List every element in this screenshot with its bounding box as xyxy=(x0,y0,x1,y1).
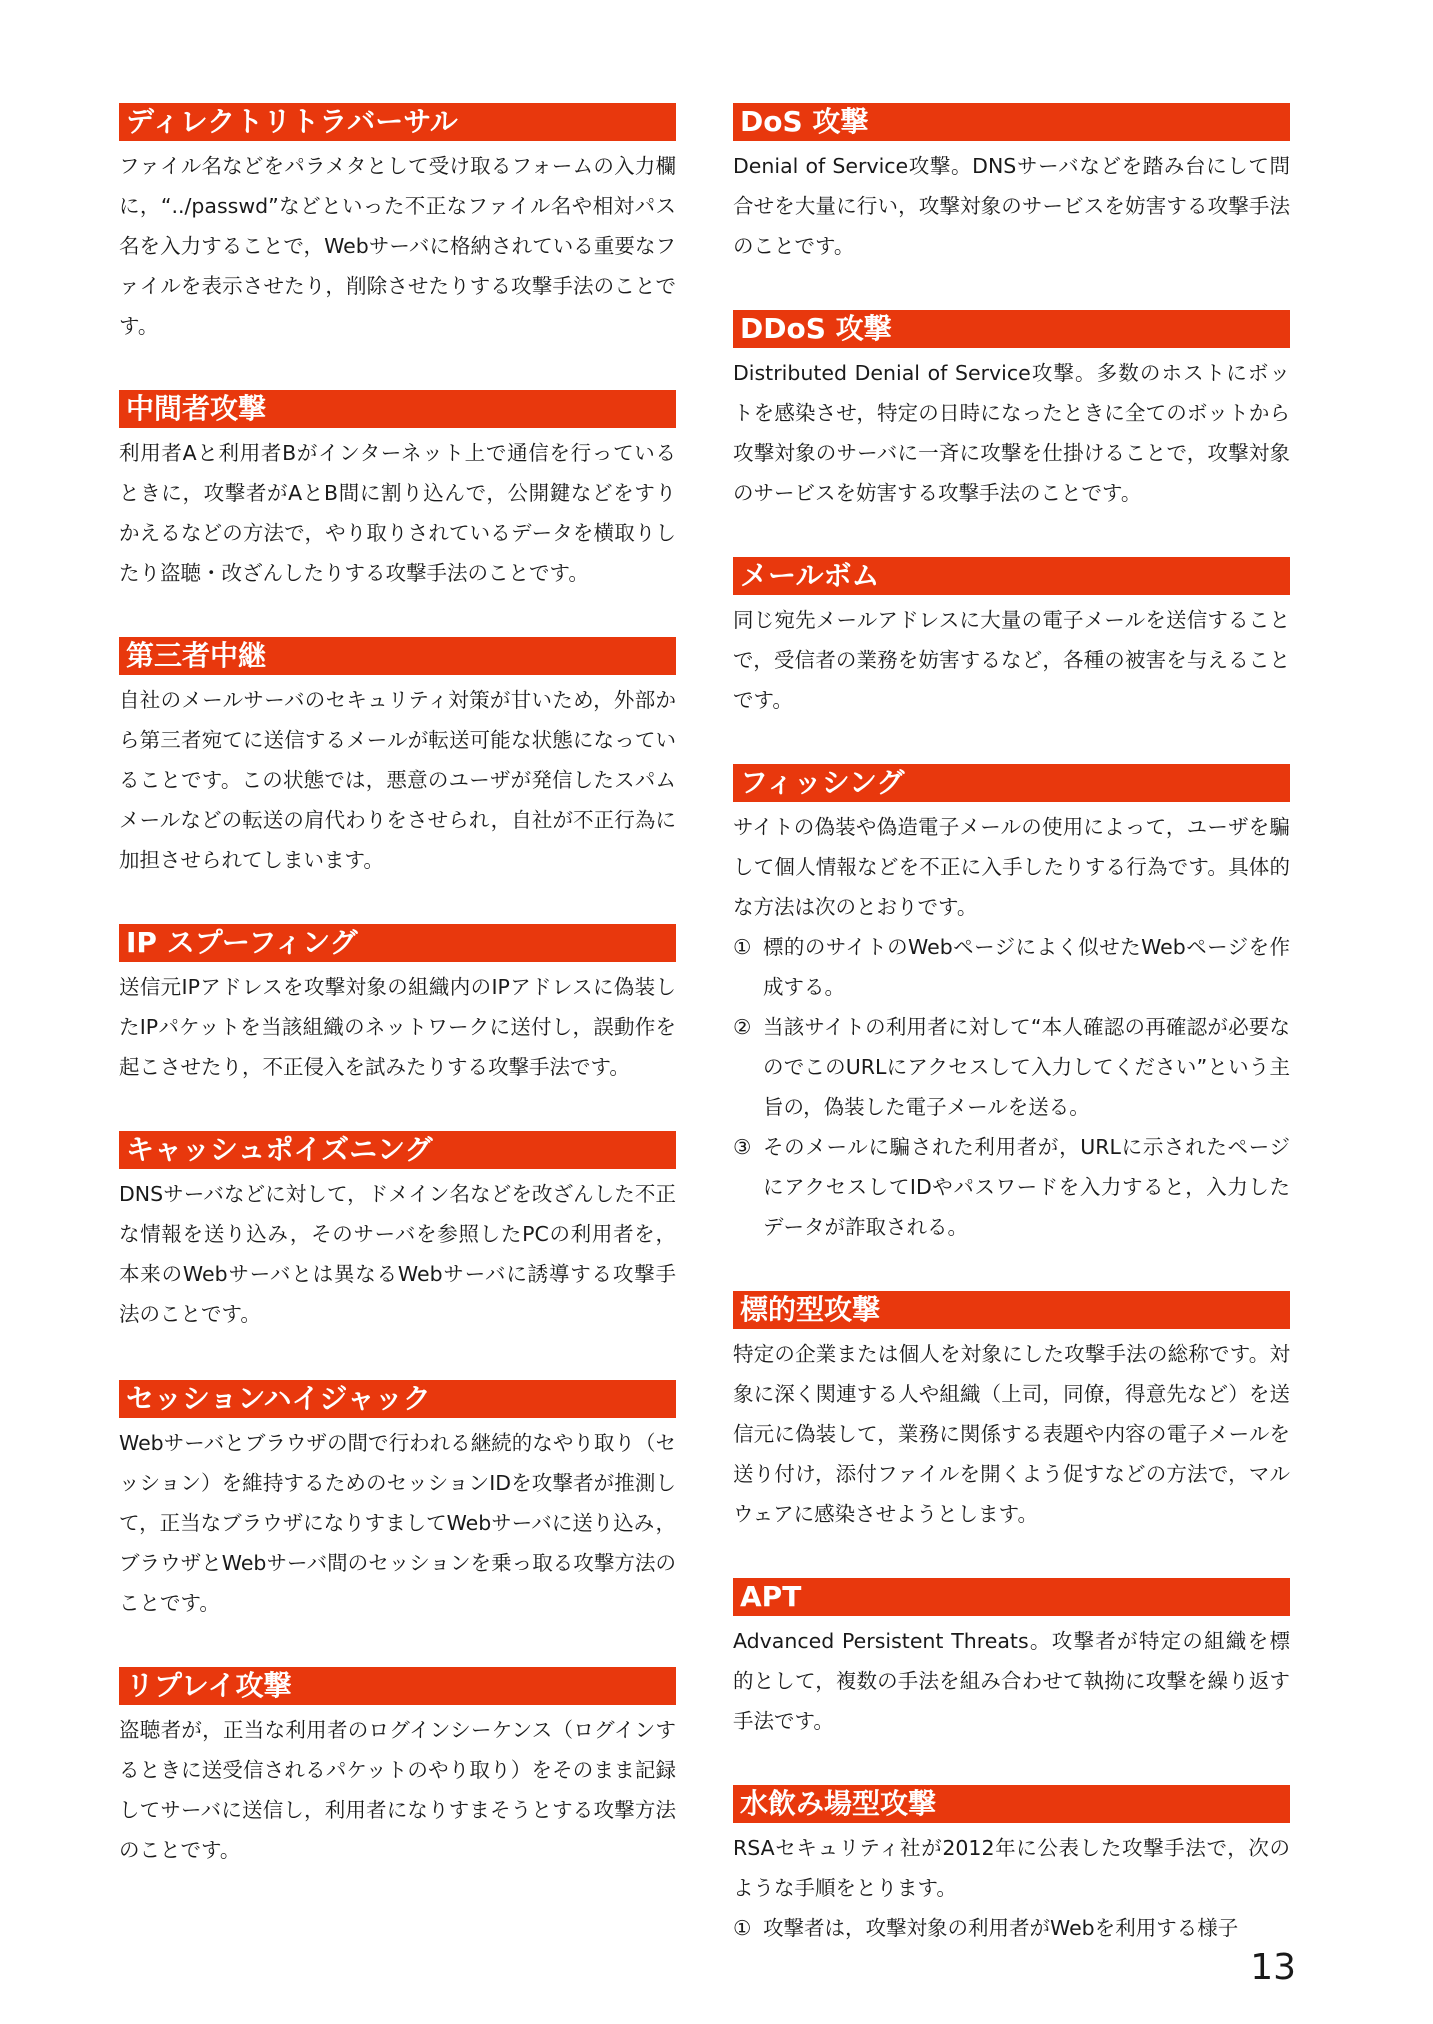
paragraph: 自社のメールサーバのセキュリティ対策が甘いため，外部から第三者宛てに送信するメールが転送可能な状態になっていることです。この状態では，悪意のユーザが発信したスパムメールなどの転送の肩代わりをさせられ，自社が不正行為に加担させられてしまいます。 xyxy=(119,688,676,872)
section-heading: ディレクトリトラバーサル xyxy=(119,103,676,141)
section-body xyxy=(733,1621,1290,1741)
paragraph: 特定の企業または個人を対象にした攻撃手法の総称です。対象に深く関連する人や組織（上司，同僚，得意先など）を送信元に偽装して，業務に関係する表題や内容の電子メールを送り付け，添付ファイルを開くよう促すなどの方法で，マルウェアに感染させようとします。 xyxy=(733,1342,1290,1526)
term-section xyxy=(119,1380,676,1623)
section-body xyxy=(119,146,676,346)
paragraph: 利用者Aと利用者Bがインターネット上で通信を行っているときに，攻撃者がAとB間に割り込んで，公開鍵などをすりかえるなどの方法で，やり取りされているデータを横取りしたり盗聴・改ざんしたりする攻撃手法のことです。 xyxy=(119,441,676,585)
paragraph: Advanced Persistent Threats。攻撃者が特定の組織を標的として，複数の手法を組み合わせて執拗に攻撃を繰り返す手法です。 xyxy=(733,1629,1290,1733)
paragraph: Webサーバとブラウザの間で行われる継続的なやり取り（セッション）を維持するためのセッションIDを攻撃者が推測して，正当なブラウザになりすましてWebサーバに送り込み，ブラウザとWebサーバ間のセッションを乗っ取る攻撃方法のことです。 xyxy=(119,1431,676,1615)
section-heading: キャッシュポイズニング xyxy=(119,1131,676,1169)
paragraph: 送信元IPアドレスを攻撃対象の組織内のIPアドレスに偽装したIPパケットを当該組織のネットワークに送付し，誤動作を起こさせたり，不正侵入を試みたりする攻撃手法です。 xyxy=(119,975,676,1079)
section-heading: 標的型攻撃 xyxy=(733,1291,1290,1329)
section-heading: リプレイ攻撃 xyxy=(119,1667,676,1705)
section-heading: 第三者中継 xyxy=(119,637,676,675)
section-heading: APT xyxy=(733,1578,1290,1616)
list-text: そのメールに騙された利用者が，URLに示されたページにアクセスしてIDやパスワードを入力すると，入力したデータが詐取される。 xyxy=(763,1135,1290,1239)
section-body xyxy=(119,1174,676,1334)
term-section xyxy=(733,557,1290,720)
paragraph: ファイル名などをパラメタとして受け取るフォームの入力欄に，“../passwd”などといった不正なファイル名や相対パス名を入力することで，Webサーバに格納されている重要なファイルを表示させたり，削除させたりする攻撃手法のことです。 xyxy=(119,154,676,338)
section-heading: セッションハイジャック xyxy=(119,1380,676,1418)
section-heading: 中間者攻撃 xyxy=(119,390,676,428)
section-heading: フィッシング xyxy=(733,764,1290,802)
paragraph: DNSサーバなどに対して，ドメイン名などを改ざんした不正な情報を送り込み，そのサーバを参照したPCの利用者を，本来のWebサーバとは異なるWebサーバに誘導する攻撃手法のことです。 xyxy=(119,1182,676,1326)
list-item xyxy=(733,927,1290,1007)
term-section xyxy=(119,390,676,593)
term-section xyxy=(119,1131,676,1334)
section-body xyxy=(733,600,1290,720)
term-section xyxy=(119,637,676,880)
paragraph: 盗聴者が，正当な利用者のログインシーケンス（ログインするときに送受信されるパケットのやり取り）をそのまま記録してサーバに送信し，利用者になりすまそうとする攻撃方法のことです。 xyxy=(119,1718,676,1862)
list-item xyxy=(733,1127,1290,1247)
right-column xyxy=(733,103,1290,1948)
paragraph: サイトの偽装や偽造電子メールの使用によって，ユーザを騙して個人情報などを不正に入手したりする行為です。具体的な方法は次のとおりです。 xyxy=(733,815,1290,919)
section-body xyxy=(119,1710,676,1870)
term-section xyxy=(119,103,676,346)
section-body xyxy=(119,1423,676,1623)
numbered-list xyxy=(733,1908,1290,1948)
page-number: 13 xyxy=(1250,1947,1296,1988)
list-marker: ① xyxy=(733,1916,752,1940)
term-section xyxy=(119,924,676,1087)
term-section xyxy=(119,1667,676,1870)
list-item xyxy=(733,1007,1290,1127)
term-section xyxy=(733,764,1290,1247)
list-item xyxy=(733,1908,1290,1948)
term-section xyxy=(733,1291,1290,1534)
list-text: 攻撃者は，攻撃対象の利用者がWebを利用する様子 xyxy=(763,1916,1239,1940)
paragraph: RSAセキュリティ社が2012年に公表した攻撃手法で，次のような手順をとります。 xyxy=(733,1836,1290,1900)
term-section xyxy=(733,1578,1290,1741)
term-section xyxy=(733,103,1290,266)
paragraph: 同じ宛先メールアドレスに大量の電子メールを送信することで，受信者の業務を妨害するなど，各種の被害を与えることです。 xyxy=(733,608,1290,712)
section-heading: 水飲み場型攻撃 xyxy=(733,1785,1290,1823)
list-marker: ③ xyxy=(733,1135,752,1159)
section-heading: DDoS 攻撃 xyxy=(733,310,1290,348)
section-body xyxy=(733,1828,1290,1948)
section-heading: メールボム xyxy=(733,557,1290,595)
left-column xyxy=(119,103,676,1870)
paragraph: Distributed Denial of Service攻撃。多数のホストにボットを感染させ，特定の日時になったときに全てのボットから攻撃対象のサーバに一斉に攻撃を仕掛けることで，攻撃対象のサービスを妨害する攻撃手法のことです。 xyxy=(733,361,1290,505)
list-marker: ① xyxy=(733,935,752,959)
section-body xyxy=(119,433,676,593)
section-body xyxy=(733,353,1290,513)
section-body xyxy=(119,967,676,1087)
section-body xyxy=(733,807,1290,1247)
numbered-list xyxy=(733,927,1290,1247)
paragraph: Denial of Service攻撃。DNSサーバなどを踏み台にして問合せを大量に行い，攻撃対象のサービスを妨害する攻撃手法のことです。 xyxy=(733,154,1290,258)
section-body xyxy=(733,146,1290,266)
term-section xyxy=(733,310,1290,513)
list-text: 標的のサイトのWebページによく似せたWebページを作成する。 xyxy=(763,935,1290,999)
list-text: 当該サイトの利用者に対して“本人確認の再確認が必要なのでこのURLにアクセスして入力してください”という主旨の，偽装した電子メールを送る。 xyxy=(763,1015,1290,1119)
section-body xyxy=(119,680,676,880)
section-heading: IP スプーフィング xyxy=(119,924,676,962)
section-body xyxy=(733,1334,1290,1534)
section-heading: DoS 攻撃 xyxy=(733,103,1290,141)
list-marker: ② xyxy=(733,1015,752,1039)
term-section xyxy=(733,1785,1290,1948)
